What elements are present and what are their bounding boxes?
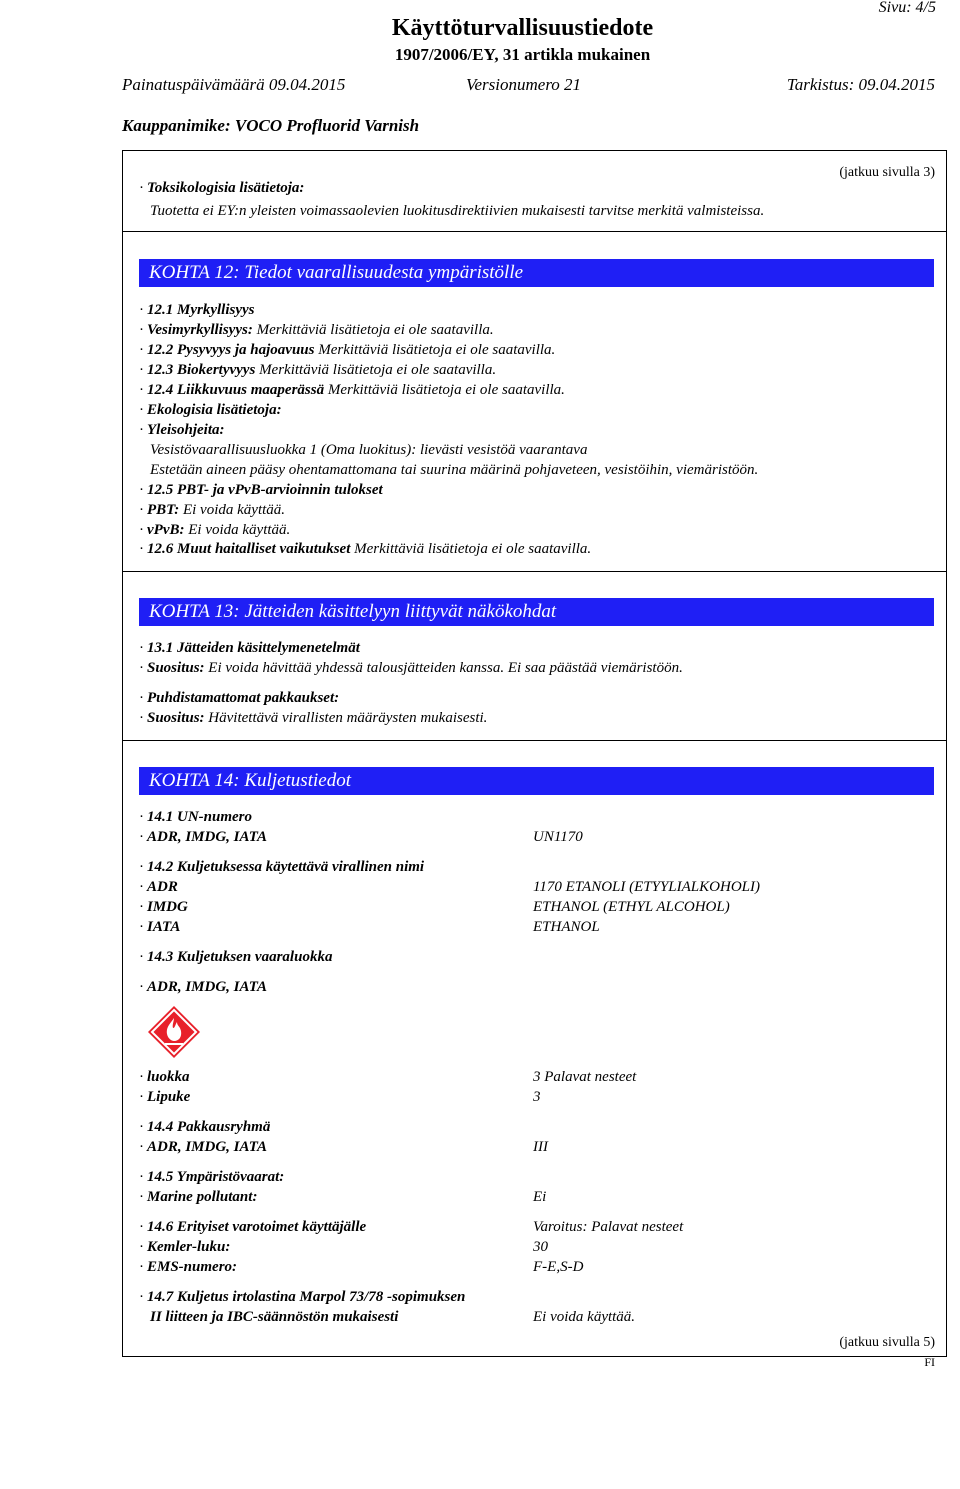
section-divider (122, 571, 946, 572)
s12-line-6: · Ekologisia lisätietoja: (139, 402, 282, 418)
s14-un-number-value: UN1170 (533, 829, 583, 845)
section-divider (122, 740, 946, 741)
section-13-heading: KOHTA 13: Jätteiden käsittelyyn liittyvät näkökohdat (139, 598, 934, 626)
s14-adr-value: 1170 ETANOLI (ETYYLIALKOHOLI) (533, 879, 760, 895)
s14-label-label: · Lipuke (139, 1089, 191, 1105)
s12-line-10: · 12.5 PBT- ja vPvB-arvioinnin tulokset (139, 482, 383, 498)
s14-iata-value: ETHANOL (533, 919, 600, 935)
s12-line-2: · Vesimyrkyllisyys: Merkittäviä lisätietoja ei ole saatavilla. (139, 322, 494, 338)
s14-hazard-class-modes: · ADR, IMDG, IATA (139, 979, 268, 995)
s14-kemler-label: · Kemler-luku: (139, 1239, 231, 1255)
version-number: Versionumero 21 (466, 75, 582, 94)
s14-marine-pollutant-label: · Marine pollutant: (139, 1189, 258, 1205)
s14-bulk-transport-value: Ei voida käyttää. (533, 1309, 636, 1325)
s14-kemler-value: 30 (533, 1239, 548, 1255)
revision-date: Tarkistus: 09.04.2015 (786, 75, 935, 94)
s14-un-number-heading: · 14.1 UN-numero (139, 809, 253, 825)
s14-ems-value: F-E,S-D (533, 1259, 584, 1275)
language-code: FI (924, 1355, 935, 1369)
section-divider (122, 231, 946, 232)
s14-label-value: 3 (533, 1089, 541, 1105)
s12-line-5: · 12.4 Liikkuvuus maaperässä Merkittäviä lisätietoja ei ole saatavilla. (139, 382, 565, 398)
s14-iata-label: · IATA (139, 919, 181, 935)
s12-line-8: Vesistövaarallisuusluokka 1 (Oma luokitus): lievästi vesistöä vaarantava (150, 442, 588, 458)
s14-marine-pollutant-value: Ei (533, 1189, 547, 1205)
s14-env-hazards-heading: · 14.5 Ympäristövaarat: (139, 1169, 285, 1185)
document-subtitle: 1907/2006/EY, 31 artikla mukainen (394, 45, 651, 64)
s14-un-number-label: · ADR, IMDG, IATA (139, 829, 268, 845)
s12-line-1: · 12.1 Myrkyllisyys (139, 302, 255, 318)
s14-ems-label: · EMS-numero: (139, 1259, 238, 1275)
s14-imdg-label: · IMDG (139, 899, 188, 915)
s12-line-9: Estetään aineen pääsy ohentamattomana tai suurina määrinä pohjaveteen, vesistöihin, viemäristöön. (150, 462, 759, 478)
s14-hazard-class-heading: · 14.3 Kuljetuksen vaaraluokka (139, 949, 333, 965)
s12-line-11: · PBT: Ei voida käyttää. (139, 502, 286, 518)
s12-line-12: · vPvB: Ei voida käyttää. (139, 522, 291, 538)
page-number: Sivu: 4/5 (878, 0, 936, 16)
s12-line-4: · 12.3 Biokertyvyys Merkittäviä lisätietoja ei ole saatavilla. (139, 362, 497, 378)
s14-packing-group-value: III (533, 1139, 548, 1155)
s13-line-2: · Suositus: Ei voida hävittää yhdessä talousjätteiden kanssa. Ei saa päästää viemäristöön. (139, 660, 683, 676)
s13-line-4: · Suositus: Hävitettävä virallisten määräysten mukaisesti. (139, 710, 488, 726)
s14-adr-label: · ADR (139, 879, 178, 895)
print-date: Painatuspäivämäärä 09.04.2015 (122, 75, 346, 94)
s14-shipping-name-heading: · 14.2 Kuljetuksessa käytettävä virallinen nimi (139, 859, 425, 875)
s13-line-3: · Puhdistamattomat pakkaukset: (139, 690, 340, 706)
s14-bulk-transport-heading: · 14.7 Kuljetus irtolastina Marpol 73/78 -sopimuksen (139, 1289, 466, 1305)
s14-class-value: 3 Palavat nesteet (533, 1069, 637, 1085)
page-bottom-rule (122, 1356, 946, 1357)
product-name: Kauppanimike: VOCO Profluorid Varnish (122, 116, 420, 135)
section-14-heading: KOHTA 14: Kuljetustiedot (139, 767, 934, 795)
tox-text: Tuotetta ei EY:n yleisten voimassaolevien luokitusdirektiivien mukaisesti tarvitse merkitä valmisteissa. (150, 203, 765, 219)
s12-line-7: · Yleisohjeita: (139, 422, 225, 438)
continued-to: (jatkuu sivulla 5) (839, 1335, 935, 1350)
s14-class-label: · luokka (139, 1069, 190, 1085)
document-title: Käyttöturvallisuustiedote (391, 15, 654, 41)
tox-label: · Toksikologisia lisätietoja: (139, 180, 305, 196)
continued-from: (jatkuu sivulla 3) (839, 165, 935, 180)
s13-line-1: · 13.1 Jätteiden käsittelymenetelmät (139, 640, 360, 656)
s14-imdg-value: ETHANOL (ETHYL ALCOHOL) (533, 899, 730, 915)
flammable-diamond-icon (146, 1004, 202, 1060)
s12-line-13: · 12.6 Muut haitalliset vaikutukset Merkittäviä lisätietoja ei ole saatavilla. (139, 541, 592, 557)
section-12-heading: KOHTA 12: Tiedot vaarallisuudesta ympäristölle (139, 259, 934, 287)
s14-precautions-label: · 14.6 Erityiset varotoimet käyttäjälle (139, 1219, 367, 1235)
s14-packing-group-label: · ADR, IMDG, IATA (139, 1139, 268, 1155)
s14-packing-group-heading: · 14.4 Pakkausryhmä (139, 1119, 271, 1135)
s14-bulk-transport-label: II liitteen ja IBC-säännöstön mukaisesti (150, 1309, 399, 1325)
s14-precautions-value: Varoitus: Palavat nesteet (533, 1219, 684, 1235)
s12-line-3: · 12.2 Pysyvyys ja hajoavuus Merkittäviä lisätietoja ei ole saatavilla. (139, 342, 556, 358)
